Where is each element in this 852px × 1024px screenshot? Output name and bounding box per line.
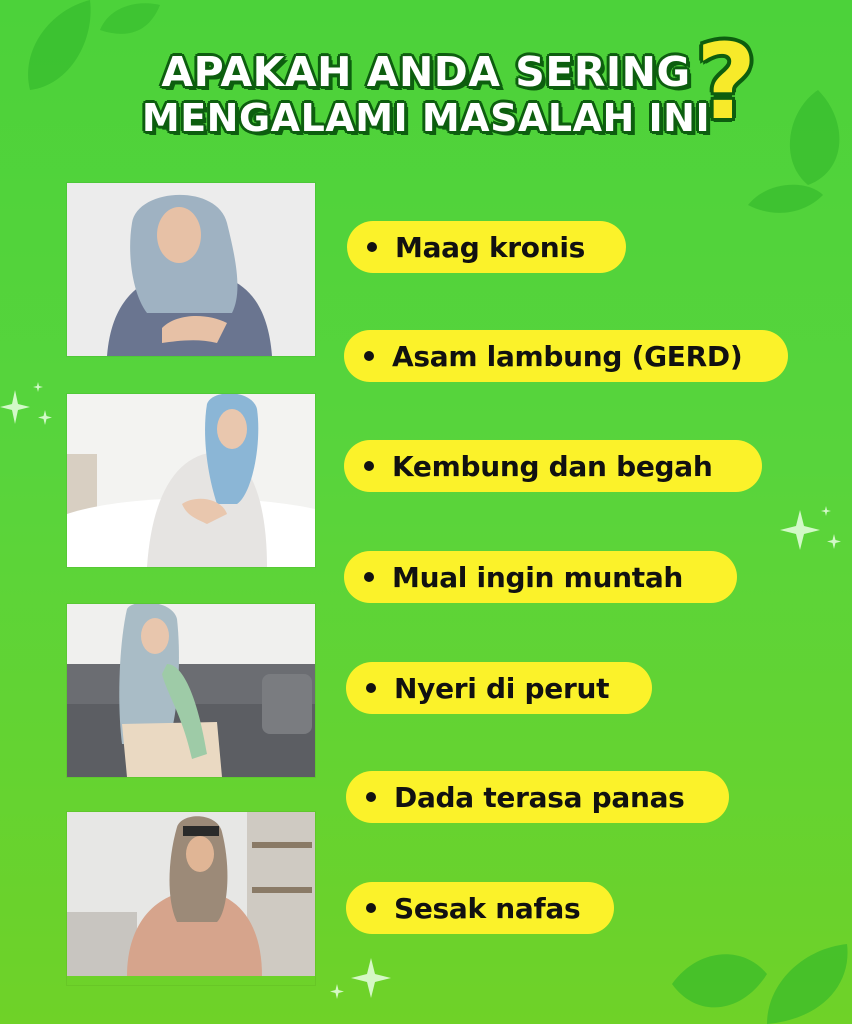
sparkle-icon (778, 504, 848, 564)
symptom-item (346, 662, 652, 714)
symptom-label: Asam lambung (GERD) (392, 339, 743, 373)
symptom-label: Mual ingin muntah (392, 560, 684, 594)
photo-woman-at-home (67, 812, 315, 985)
symptom-label: Maag kronis (395, 230, 586, 264)
photo-woman-on-sofa (67, 604, 315, 777)
symptom-label: Kembung dan begah (392, 449, 713, 483)
symptom-item (346, 882, 614, 934)
sparkle-icon (0, 380, 60, 440)
symptom-label: Dada terasa panas (394, 780, 685, 814)
photo-woman-on-bed (67, 394, 315, 567)
bullet-dot (364, 351, 374, 361)
question-mark: ? (696, 21, 757, 143)
bullet-dot (366, 683, 376, 693)
title-line-2: MENGALAMI MASALAH INI (141, 96, 711, 140)
symptom-item (346, 771, 729, 823)
bullet-dot (367, 242, 377, 252)
symptom-item (344, 440, 762, 492)
symptom-label: Sesak nafas (394, 891, 581, 925)
bullet-dot (366, 792, 376, 802)
sparkle-icon (325, 950, 405, 1010)
bullet-dot (366, 903, 376, 913)
symptom-label: Nyeri di perut (394, 671, 610, 705)
bullet-dot (364, 461, 374, 471)
leaf-icon (672, 944, 852, 1024)
symptom-item (344, 330, 788, 382)
symptom-item (344, 551, 737, 603)
symptom-item (347, 221, 626, 273)
bullet-dot (364, 572, 374, 582)
title-line-1: APAKAH ANDA SERING (161, 48, 691, 96)
photo-woman-holding-stomach (67, 183, 315, 356)
